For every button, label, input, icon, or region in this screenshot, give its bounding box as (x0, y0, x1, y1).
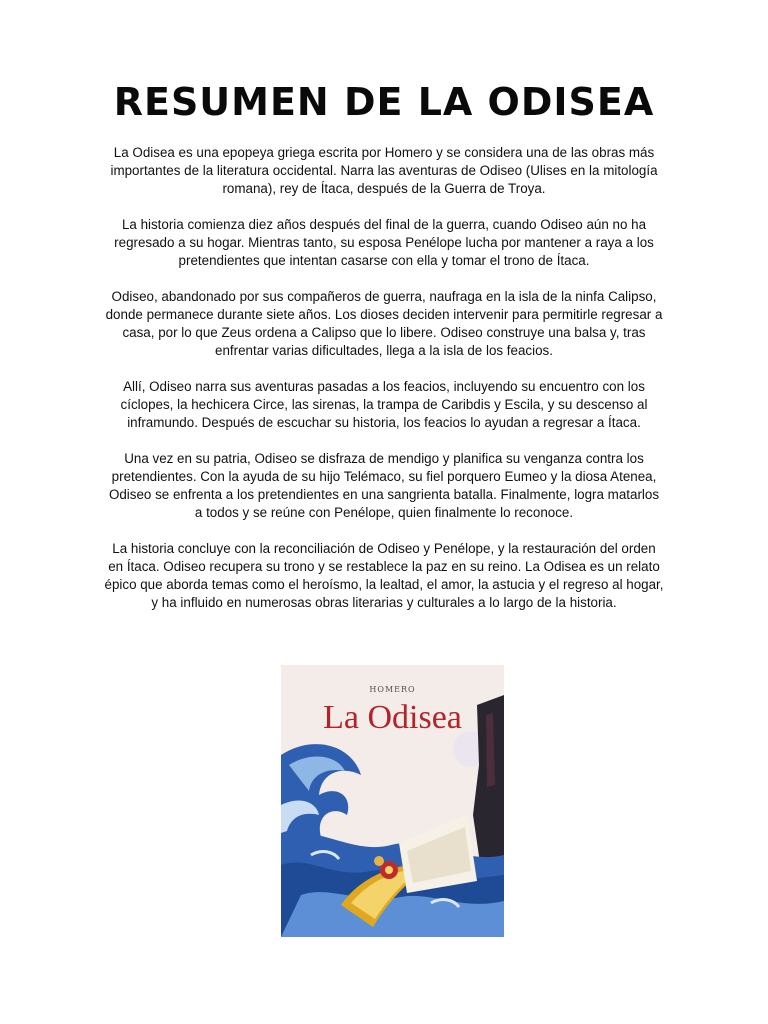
page-title: RESUMEN DE LA ODISEA (113, 80, 655, 124)
paragraph-phaeacians: Allí, Odiseo narra sus aventuras pasadas a los feacios, incluyendo su encuentro con los cíclopes, la hechicera Circe, las sirenas, la trampa de Caribdis y Escila, y su descenso al inframundo. Después de escuchar su historia, los feacios lo ayudan a regresar a Ítaca. (120, 379, 648, 430)
paragraph-intro: La Odisea es una epopeya griega escrita por Homero y se considera una de las obras más importantes de la literatura occidental. Narra las aventuras de Odiseo (Ulises en la mitología romana), rey de Ítaca, después de la Guerra de Troya. (110, 145, 658, 196)
cover-author: HOMERO (369, 685, 416, 694)
summary-body (104, 144, 664, 630)
paragraph-calypso: Odiseo, abandonado por sus compañeros de guerra, naufraga en la isla de la ninfa Calipso, donde permanece durante siete años. Los dioses deciden intervenir para permitirle regresar a casa, por lo que Zeus ordena a Calipso que lo libere. Odiseo construye una balsa y, tras enfrentar varias dificultades, llega a la isla de los feacios. (105, 289, 663, 358)
book-cover-image (281, 665, 504, 937)
paragraph-conclusion: La historia concluye con la reconciliación de Odiseo y Penélope, y la restauración del orden en Ítaca. Odiseo recupera su trono y se restablece la paz en su reino. La Odisea es un relato épico que aborda temas como el heroísmo, la lealtad, el amor, la astucia y el regreso al hogar, y ha influido en numerosas obras literarias y culturales a lo largo de la historia. (104, 541, 664, 610)
paragraph-revenge: Una vez en su patria, Odiseo se disfraza de mendigo y planifica su venganza contra los pretendientes. Con la ayuda de su hijo Telémaco, su fiel porquero Eumeo y la diosa Atenea, Odiseo se enfrenta a los pretendientes en una sangrienta batalla. Finalmente, logra matarlos a todos y se reúne con Penélope, quien finalmente lo reconoce. (108, 451, 660, 520)
cover-title: La Odisea (323, 699, 462, 736)
paragraph-beginning: La historia comienza diez años después del final de la guerra, cuando Odiseo aún no ha regresado a su hogar. Mientras tanto, su esposa Penélope lucha por mantener a raya a los pretendientes que intentan casarse con ella y tomar el trono de Ítaca. (114, 217, 654, 268)
